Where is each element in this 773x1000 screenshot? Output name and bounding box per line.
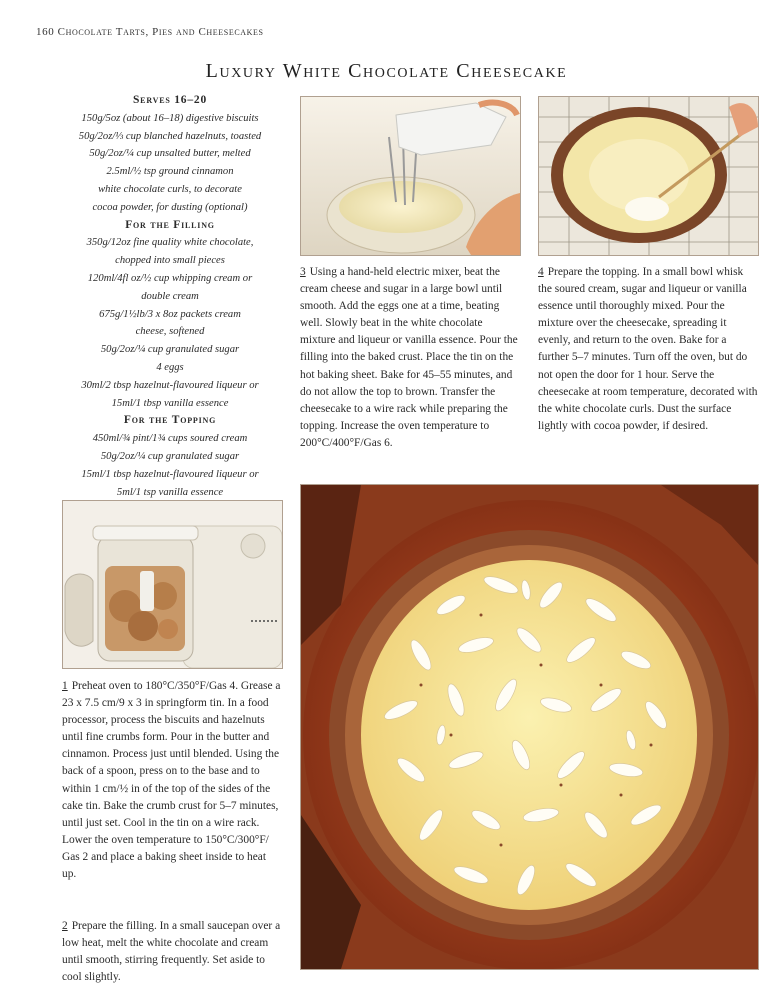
topping-heading: For the Topping	[123, 414, 217, 427]
ingredient-line: 450ml/¾ pint/1¾ cups soured cream	[92, 433, 248, 445]
ingredients-list	[52, 92, 288, 501]
topping-pie-photo	[538, 96, 759, 256]
step-2	[62, 918, 282, 986]
ingredient-line: double cream	[141, 290, 199, 302]
ingredient-line: 5ml/1 tsp vanilla essence	[116, 486, 224, 498]
running-header: 160 Chocolate Tarts, Pies and Cheesecakes	[36, 26, 264, 38]
step-text: Using a hand-held electric mixer, beat the cream cheese and sugar in a large bowl until smooth. Add the eggs one at a time, beating well. Slowly beat in the white chocolate mixture and liqueur or vanilla essence. Pour the filling into the baked crust. Place the tin on the hot baking sheet. Bake for 45–55 minutes, and do not allow the top to brown. Transfer the cheesecake to a wire rack while preparing the topping. Increase the oven temperature to 200°C/400°F/Gas 6.	[300, 266, 518, 449]
ingredient-line: 30ml/2 tbsp hazelnut-flavoured liqueur or	[81, 379, 259, 391]
mixer-bowl-photo	[300, 96, 521, 256]
ingredient-line: cocoa powder, for dusting (optional)	[92, 201, 248, 213]
ingredient-line: white chocolate curls, to decorate	[98, 183, 242, 195]
step-number: 4	[538, 266, 544, 278]
ingredient-line: 675g/1½lb/3 x 8oz packets cream	[99, 308, 241, 320]
ingredient-line: 120ml/4fl oz/½ cup whipping cream or	[87, 272, 253, 284]
ingredient-line: cheese, softened	[135, 326, 205, 338]
ingredient-line: 50g/2oz/⅓ cup blanched hazelnuts, toasted	[78, 130, 262, 142]
food-processor-photo	[62, 500, 283, 669]
ingredient-line: 15ml/1 tbsp vanilla essence	[111, 397, 229, 409]
ingredient-line: 150g/5oz (about 16–18) digestive biscuits	[81, 112, 259, 124]
ingredient-line: chopped into small pieces	[115, 255, 225, 267]
finished-cheesecake-photo	[300, 484, 759, 970]
step-text: Preheat oven to 180°C/350°F/Gas 4. Grease a 23 x 7.5 cm/9 x 3 in springform tin. In a food processor, process the biscuits and hazelnuts until fine crumbs form. Pour in the butter and cinnamon. Process just until blended. Using the back of a spoon, press on to the base and to within 1 cm/½ in of the top of the sides of the cake tin. Bake the crumb crust for 5–7 minutes, until just set. Cool in the tin on a wire rack. Lower the oven temperature to 150°C/300°F/ Gas 2 and place a baking sheet inside to heat up.	[62, 680, 281, 881]
ingredient-line: 50g/2oz/¼ cup granulated sugar	[100, 450, 240, 462]
ingredient-line: 50g/2oz/¼ cup granulated sugar	[100, 344, 240, 356]
step-4	[538, 264, 758, 435]
serves-heading: Serves 16–20	[132, 94, 207, 106]
step-1	[62, 678, 282, 883]
step-number: 2	[62, 920, 68, 932]
ingredient-line: 2.5ml/½ tsp ground cinnamon	[106, 166, 234, 178]
step-number: 3	[300, 266, 306, 278]
step-3	[300, 264, 520, 452]
ingredient-line: 15ml/1 tbsp hazelnut-flavoured liqueur or	[81, 468, 259, 480]
step-number: 1	[62, 680, 68, 692]
filling-heading: For the Filling	[125, 218, 215, 231]
ingredient-line: 50g/2oz/¼ cup unsalted butter, melted	[89, 148, 251, 160]
recipe-title: Luxury White Chocolate Cheesecake	[205, 60, 568, 82]
step-text: Prepare the filling. In a small saucepan over a low heat, melt the white chocolate and cream until smooth, stirring frequently. Set aside to cool slightly.	[62, 920, 281, 984]
ingredient-line: 4 eggs	[156, 361, 184, 373]
step-text: Prepare the topping. In a small bowl whisk the soured cream, sugar and liqueur or vanilla essence until thoroughly mixed. Pour the mixture over the cheesecake, spreading it evenly, and return to the oven. Bake for a further 5–7 minutes. Turn off the oven, but do not open the door for 1 hour. Serve the cheesecake at room temperature, decorated with the white chocolate curls. Dust the surface lightly with cocoa powder, if desired.	[538, 266, 758, 432]
ingredient-line: 350g/12oz fine quality white chocolate,	[86, 237, 254, 249]
